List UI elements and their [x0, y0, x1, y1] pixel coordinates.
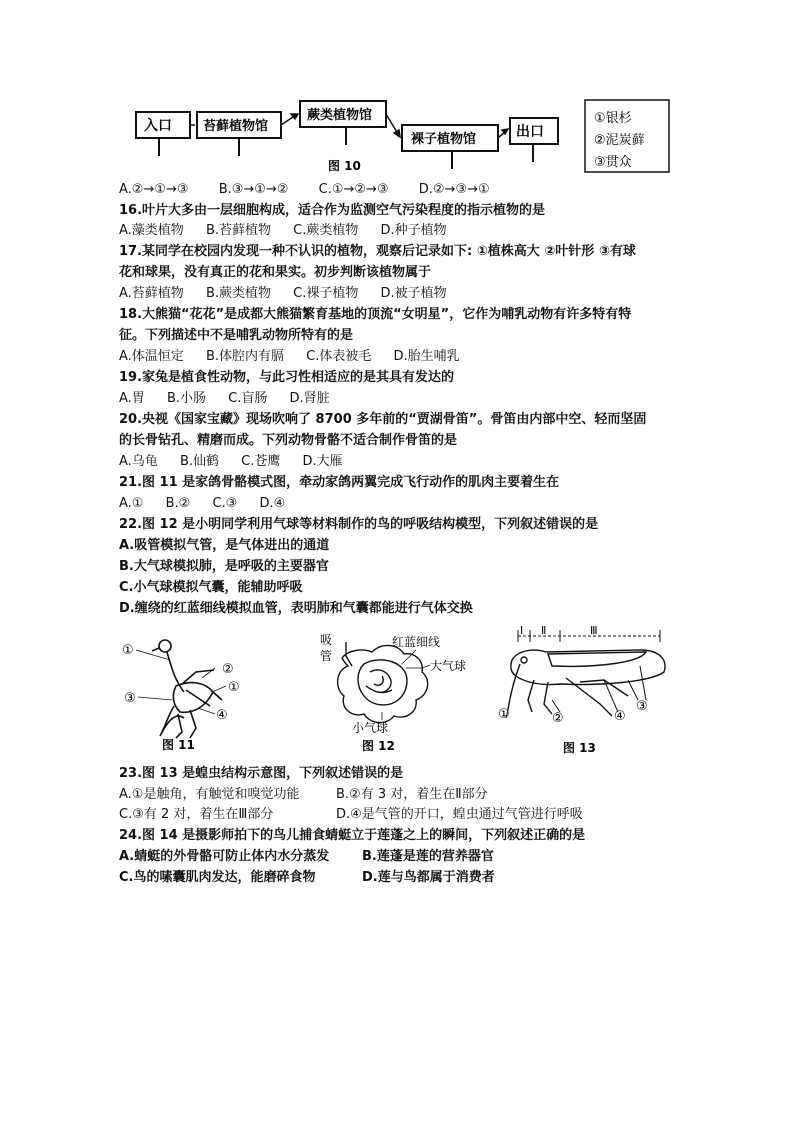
q20-options	[119, 453, 361, 471]
fig12-label-threads: 红蓝细线	[392, 635, 441, 649]
q17-option-b: B.蕨类植物	[205, 286, 272, 301]
fig12-label-big-balloon: 大气球	[430, 659, 467, 673]
q21-option-b: B.②	[165, 496, 191, 511]
fig10-node-moss: 苔藓植物馆	[203, 119, 269, 134]
fig12-label-suction-2: 管	[320, 649, 333, 663]
q19-option-b: B.小肠	[166, 391, 207, 406]
fig11-mark-4: ④	[216, 708, 228, 723]
fig10-node-fern: 蕨类植物馆	[307, 108, 373, 123]
q17-stem-line1: 17.某同学在校园内发现一种不认识的植物，观察后记录如下: ①植株高大 ②叶针形 ③有球	[119, 244, 636, 259]
q22-option-d: D.缠绕的红蓝细线模拟血管，表明肺和气囊都能进行气体交换	[119, 601, 473, 616]
fig10-node-entrance: 入口	[144, 118, 172, 134]
q16-stem: 16.叶片大多由一层细胞构成，适合作为监测空气污染程度的指示植物的是	[119, 203, 546, 218]
q15-option-b: B.③→①→②	[218, 182, 289, 197]
q24-option-a: A.蜻蜓的外骨骼可防止体内水分蒸发	[119, 849, 330, 864]
q24-option-c: C.鸟的嗉囊肌肉发达，能磨碎食物	[119, 870, 316, 885]
q17-stem-line2: 花和球果，没有真正的花和果实。初步判断该植物属于	[119, 265, 432, 280]
fig13-segment-1: Ⅰ	[520, 624, 524, 637]
fig13-mark-1: ①	[498, 707, 510, 722]
q18-options	[119, 348, 478, 366]
q22-stem: 22.图 12 是小明同学利用气球等材料制作的鸟的呼吸结构模型，下列叙述错误的是	[119, 517, 599, 532]
fig11-mark-3: ③	[124, 691, 136, 706]
q20-option-a: A.乌龟	[119, 454, 158, 469]
fig10-legend-3: ③贯众	[594, 155, 632, 170]
q21-option-a: A.①	[119, 496, 144, 511]
figures-11-13	[0, 620, 794, 760]
q23-option-a: A.①是触角，有触觉和嗅觉功能	[119, 787, 300, 802]
q17-option-c: C.裸子植物	[293, 286, 359, 301]
fig10-legend-1: ①银杉	[594, 111, 632, 126]
fig11-mark-1-top: ①	[122, 643, 134, 658]
fig13-mark-3: ③	[636, 699, 648, 714]
q23-option-c: C.③有 2 对，着生在Ⅲ部分	[119, 807, 274, 822]
q24-option-d: D.莲与鸟都属于消费者	[362, 870, 495, 885]
q18-stem-line1: 18.大熊猫“花花”是成都大熊猫繁育基地的顶流“女明星”，它作为哺乳动物有许多特有特	[119, 307, 632, 322]
q18-option-a: A.体温恒定	[119, 349, 184, 364]
fig10-node-gymnosperm: 裸子植物馆	[411, 132, 477, 147]
fig11-mark-1-side: ①	[228, 680, 240, 695]
q18-option-d: D.胎生哺乳	[393, 349, 460, 364]
q19-option-c: C.盲肠	[228, 391, 268, 406]
q20-option-b: B.仙鹤	[179, 454, 220, 469]
fig10-node-exit: 出口	[516, 124, 544, 140]
fig13-segment-2: Ⅱ	[541, 624, 547, 637]
q16-option-d: D.种子植物	[380, 223, 447, 238]
fig12-balloon-model-drawing	[338, 642, 428, 723]
q20-stem-line1: 20.央视《国家宝藏》现场吹响了 8700 多年前的“贾湖骨笛”。骨笛由内部中空、轻而坚固	[119, 412, 647, 427]
q15-option-a: A.②→①→③	[119, 182, 189, 197]
q20-stem-line2: 的长骨钻孔、精磨而成。下列动物骨骼不适合制作骨笛的是	[119, 433, 458, 448]
q20-option-d: D.大雁	[302, 454, 343, 469]
q16-options	[119, 222, 465, 240]
q23-option-b: B.②有 3 对，着生在Ⅱ部分	[336, 787, 488, 802]
q24-option-b: B.莲蓬是莲的营养器官	[362, 849, 494, 864]
q15-option-c: C.①→②→③	[318, 182, 389, 197]
fig10-legend-2: ②泥炭藓	[594, 133, 645, 148]
q21-stem: 21.图 11 是家鸽骨骼模式图，牵动家鸽两翼完成飞行动作的肌肉主要着生在	[119, 475, 560, 490]
fig12-label-small-balloon: 小气球	[352, 721, 389, 735]
q15-option-d: D.②→③→①	[418, 182, 490, 197]
q16-option-b: B.苔藓植物	[205, 223, 272, 238]
fig11-mark-2: ②	[222, 662, 234, 677]
fig12-caption: 图 12	[362, 739, 395, 753]
fig13-mark-4: ④	[614, 709, 626, 724]
q22-option-b: B.大气球模拟肺，是呼吸的主要器官	[119, 559, 329, 574]
fig11-pigeon-skeleton-drawing	[152, 640, 222, 738]
q15-options	[119, 181, 508, 199]
q16-option-a: A.藻类植物	[119, 223, 184, 238]
fig11-caption: 图 11	[162, 738, 195, 752]
fig13-segment-3: Ⅲ	[590, 624, 598, 637]
q24-stem: 24.图 14 是摄影师拍下的鸟儿捕食蜻蜓立于莲蓬之上的瞬间，下列叙述正确的是	[119, 828, 586, 843]
q23-stem: 23.图 13 是蝗虫结构示意图，下列叙述错误的是	[119, 766, 404, 781]
fig13-mark-2: ②	[552, 711, 564, 726]
q22-option-a: A.吸管模拟气管，是气体进出的通道	[119, 538, 330, 553]
q20-option-c: C.苍鹰	[241, 454, 281, 469]
fig13-caption: 图 13	[563, 741, 596, 755]
q19-options	[119, 390, 348, 408]
q17-options	[119, 285, 465, 303]
q21-option-c: C.③	[212, 496, 238, 511]
q19-option-d: D.肾脏	[289, 391, 330, 406]
q19-option-a: A.胃	[119, 391, 145, 406]
q18-option-c: C.体表被毛	[306, 349, 372, 364]
figure-10	[0, 0, 794, 200]
q21-option-d: D.④	[259, 496, 286, 511]
q16-option-c: C.蕨类植物	[293, 223, 359, 238]
q17-option-a: A.苔藓植物	[119, 286, 184, 301]
q18-option-b: B.体腔内有膈	[205, 349, 285, 364]
q21-options	[119, 495, 303, 513]
q23-option-d: D.④是气管的开口，蝗虫通过气管进行呼吸	[336, 807, 583, 822]
fig12-label-suction-1: 吸	[320, 633, 333, 647]
fig10-caption: 图 10	[328, 159, 361, 173]
q19-stem: 19.家兔是植食性动物，与此习性相适应的是其具有发达的	[119, 370, 455, 385]
q22-option-c: C.小气球模拟气囊，能辅助呼吸	[119, 580, 303, 595]
q18-stem-line2: 征。下列描述中不是哺乳动物所特有的是	[119, 328, 354, 343]
q17-option-d: D.被子植物	[380, 286, 447, 301]
